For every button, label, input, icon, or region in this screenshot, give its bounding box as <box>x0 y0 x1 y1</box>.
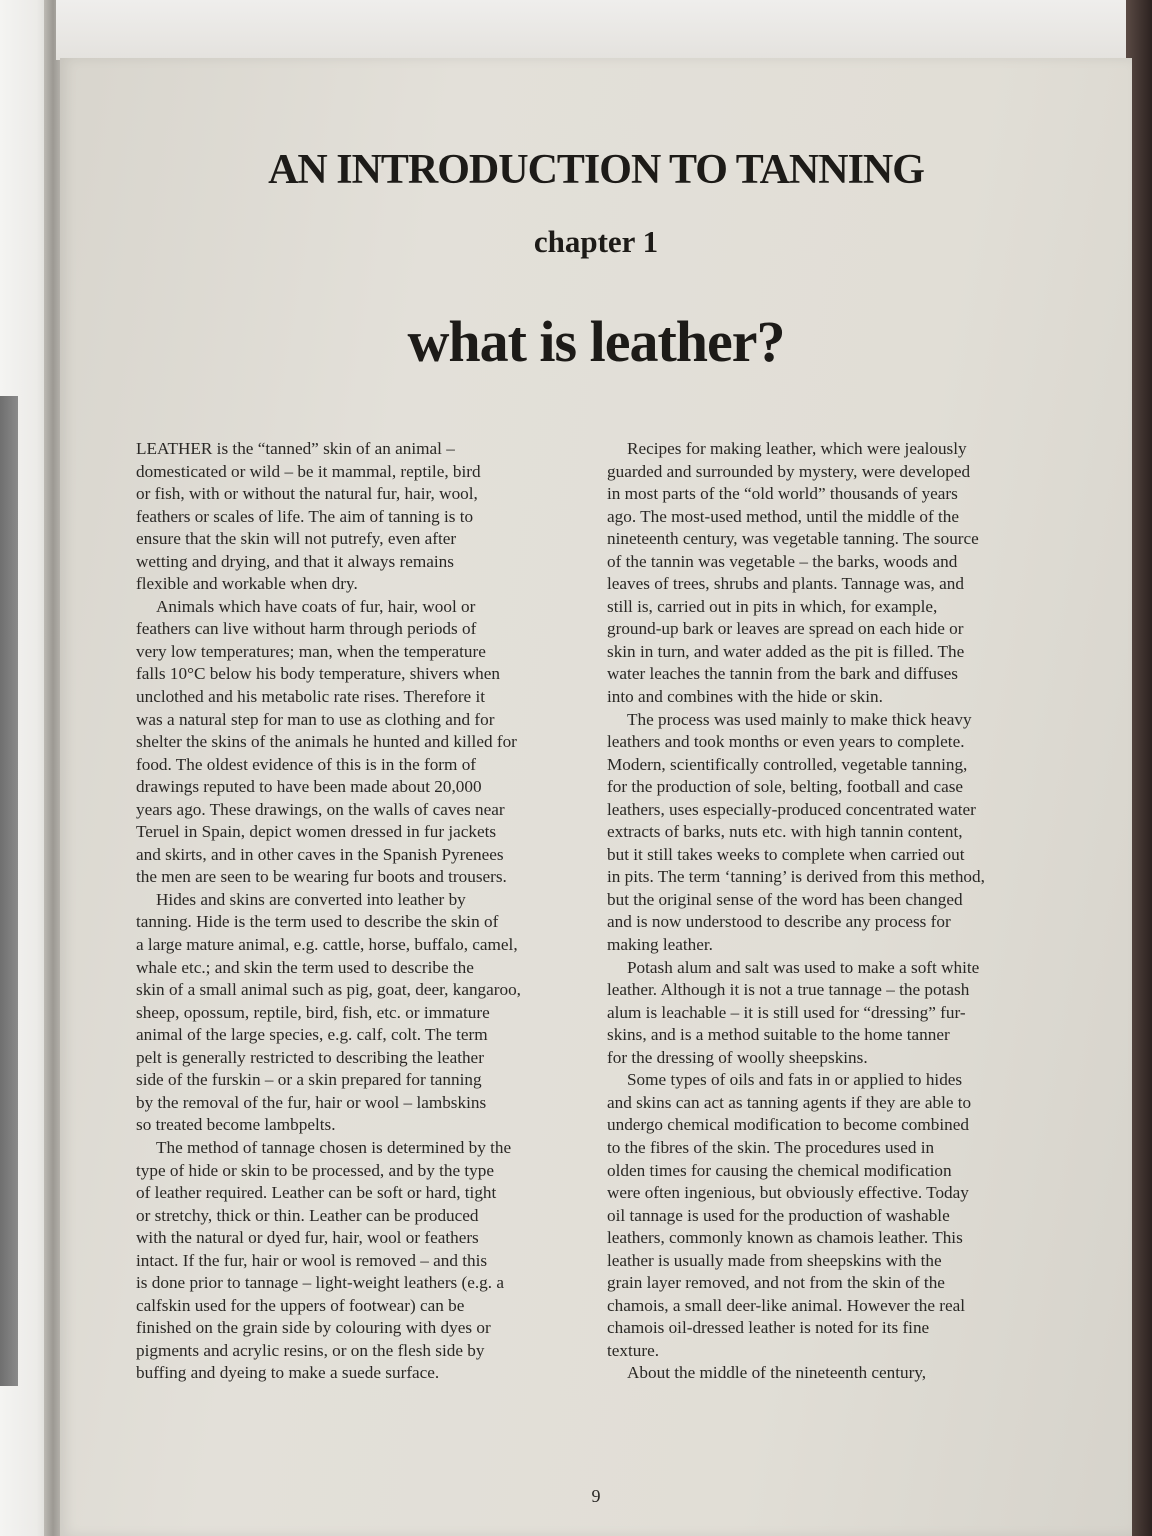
text-line: with the natural or dyed fur, hair, wool or feathers <box>136 1228 479 1248</box>
text-line: shelter the skins of the animals he hunted and killed for <box>136 732 517 752</box>
text-line: skin of a small animal such as pig, goat, deer, kangaroo, <box>136 980 521 1000</box>
text-line: oil tannage is used for the production of washable <box>607 1205 950 1225</box>
text-line: food. The oldest evidence of this is in the form of <box>136 754 477 774</box>
text-line: very low temperatures; man, when the temperature <box>136 641 486 661</box>
text-line: The method of tannage chosen is determined by the <box>156 1137 512 1157</box>
text-line: so treated become lambpelts. <box>136 1115 336 1135</box>
text-line: olden times for causing the chemical modification <box>607 1160 952 1180</box>
text-line: Modern, scientifically controlled, vegetable tanning, <box>607 754 968 774</box>
text-line: side of the furskin – or a skin prepared for tanning <box>136 1070 482 1090</box>
book-title: AN INTRODUCTION TO TANNING <box>268 147 924 193</box>
text-line: the men are seen to be wearing fur boots and trousers. <box>136 867 507 887</box>
text-line: leather is usually made from sheepskins with the <box>607 1250 942 1270</box>
chapter-title: what is leather? <box>407 309 785 374</box>
text-line: Animals which have coats of fur, hair, wool or <box>156 596 476 616</box>
text-line: or stretchy, thick or thin. Leather can be produced <box>136 1205 479 1225</box>
text-line: Some types of oils and fats in or applied to hides <box>627 1070 963 1090</box>
text-line: of the tannin was vegetable – the barks, woods and <box>607 551 958 571</box>
text-line: animal of the large species, e.g. calf, colt. The term <box>136 1025 488 1045</box>
text-line: intact. If the fur, hair or wool is removed – and this <box>136 1250 488 1270</box>
facing-page-shadow-block <box>0 396 18 1386</box>
text-line: making leather. <box>607 935 713 955</box>
text-line: in pits. The term ‘tanning’ is derived from this method, <box>607 867 985 887</box>
text-line: skin in turn, and water added as the pit is filled. The <box>607 641 965 661</box>
text-line: falls 10°C below his body temperature, shivers when <box>136 664 500 684</box>
text-line: The process was used mainly to make thick heavy <box>627 709 972 729</box>
left-text-column <box>136 438 606 1385</box>
text-line: drawings reputed to have been made about 20,000 <box>136 777 482 797</box>
text-line: unclothed and his metabolic rate rises. Therefore it <box>136 687 486 707</box>
text-line: water leaches the tannin from the bark and diffuses <box>607 664 958 684</box>
background-top <box>56 0 1152 60</box>
right-text-column <box>607 438 1077 1385</box>
text-line: but it still takes weeks to complete when carried out <box>607 844 965 864</box>
text-line: pigments and acrylic resins, or on the flesh side by <box>136 1340 485 1360</box>
text-line: wetting and drying, and that it always remains <box>136 551 454 571</box>
text-line: ground-up bark or leaves are spread on each hide or <box>607 619 964 639</box>
text-line: calfskin used for the uppers of footwear) can be <box>136 1295 465 1315</box>
text-line: was a natural step for man to use as clothing and for <box>136 709 495 729</box>
text-line: alum is leachable – it is still used for “dressing” fur- <box>607 1002 966 1022</box>
chapter-label: chapter 1 <box>533 224 659 259</box>
text-line: grain layer removed, and not from the skin of the <box>607 1273 945 1293</box>
text-line: undergo chemical modification to become combined <box>607 1115 969 1135</box>
text-line: or fish, with or without the natural fur, hair, wool, <box>136 484 478 504</box>
text-line: LEATHER is the “tanned” skin of an animal – <box>136 439 455 458</box>
text-line: domesticated or wild – be it mammal, reptile, bird <box>136 461 481 481</box>
text-line: whale etc.; and skin the term used to describe the <box>136 957 474 977</box>
text-line: chamois oil-dressed leather is noted for its fine <box>607 1318 930 1338</box>
text-line: in most parts of the “old world” thousands of years <box>607 484 958 504</box>
text-line: sheep, opossum, reptile, bird, fish, etc. or immature <box>136 1002 490 1022</box>
text-line: chamois, a small deer-like animal. However the real <box>607 1295 966 1315</box>
text-line: type of hide or skin to be processed, and by the type <box>136 1160 494 1180</box>
text-line: still is, carried out in pits in which, for example, <box>607 596 938 616</box>
text-line: pelt is generally restricted to describing the leather <box>136 1047 484 1067</box>
text-line: leathers, uses especially-produced concentrated water <box>607 799 976 819</box>
text-line: for the dressing of woolly sheepskins. <box>607 1047 868 1067</box>
text-line: skins, and is a method suitable to the home tanner <box>607 1025 950 1045</box>
book-page <box>60 58 1132 1536</box>
text-line: ensure that the skin will not putrefy, even after <box>136 529 457 549</box>
text-line: tanning. Hide is the term used to describe the skin of <box>136 912 499 932</box>
text-line: and is now understood to describe any process for <box>607 912 951 932</box>
text-line: leaves of trees, shrubs and plants. Tannage was, and <box>607 574 964 594</box>
text-line: Potash alum and salt was used to make a soft white <box>627 957 980 977</box>
text-line: Recipes for making leather, which were jealously <box>627 439 967 458</box>
text-line: buffing and dyeing to make a suede surface. <box>136 1363 440 1383</box>
text-line: feathers or scales of life. The aim of tanning is to <box>136 506 474 526</box>
text-line: is done prior to tannage – light-weight leathers (e.g. a <box>136 1273 504 1293</box>
text-line: leathers and took months or even years to complete. <box>607 732 965 752</box>
text-line: into and combines with the hide or skin. <box>607 687 883 707</box>
text-line: Hides and skins are converted into leather by <box>156 889 466 909</box>
text-line: years ago. These drawings, on the walls of caves near <box>136 799 505 819</box>
text-line: feathers can live without harm through periods of <box>136 619 477 639</box>
text-line: ago. The most-used method, until the middle of the <box>607 506 959 526</box>
text-line: and skins can act as tanning agents if they are able to <box>607 1092 972 1112</box>
text-line: texture. <box>607 1340 660 1360</box>
text-line: to the fibres of the skin. The procedures used in <box>607 1137 935 1157</box>
text-line: nineteenth century, was vegetable tanning. The source <box>607 529 979 549</box>
text-line: About the middle of the nineteenth century, <box>627 1363 927 1383</box>
text-line: extracts of barks, nuts etc. with high tannin content, <box>607 822 963 842</box>
text-line: Teruel in Spain, depict women dressed in fur jackets <box>136 822 497 842</box>
page-number: 9 <box>591 1486 601 1506</box>
text-line: leathers, commonly known as chamois leather. This <box>607 1228 963 1248</box>
text-line: for the production of sole, belting, football and case <box>607 777 964 797</box>
text-line: leather. Although it is not a true tannage – the potash <box>607 980 970 1000</box>
text-line: guarded and surrounded by mystery, were developed <box>607 461 971 481</box>
text-line: flexible and workable when dry. <box>136 574 358 594</box>
text-line: finished on the grain side by colouring with dyes or <box>136 1318 491 1338</box>
text-line: were often ingenious, but obviously effective. Today <box>607 1183 969 1203</box>
text-line: by the removal of the fur, hair or wool – lambskins <box>136 1092 487 1112</box>
text-line: and skirts, and in other caves in the Spanish Pyrenees <box>136 844 504 864</box>
text-line: a large mature animal, e.g. cattle, horse, buffalo, camel, <box>136 935 518 955</box>
text-line: but the original sense of the word has been changed <box>607 889 963 909</box>
text-line: of leather required. Leather can be soft or hard, tight <box>136 1183 497 1203</box>
